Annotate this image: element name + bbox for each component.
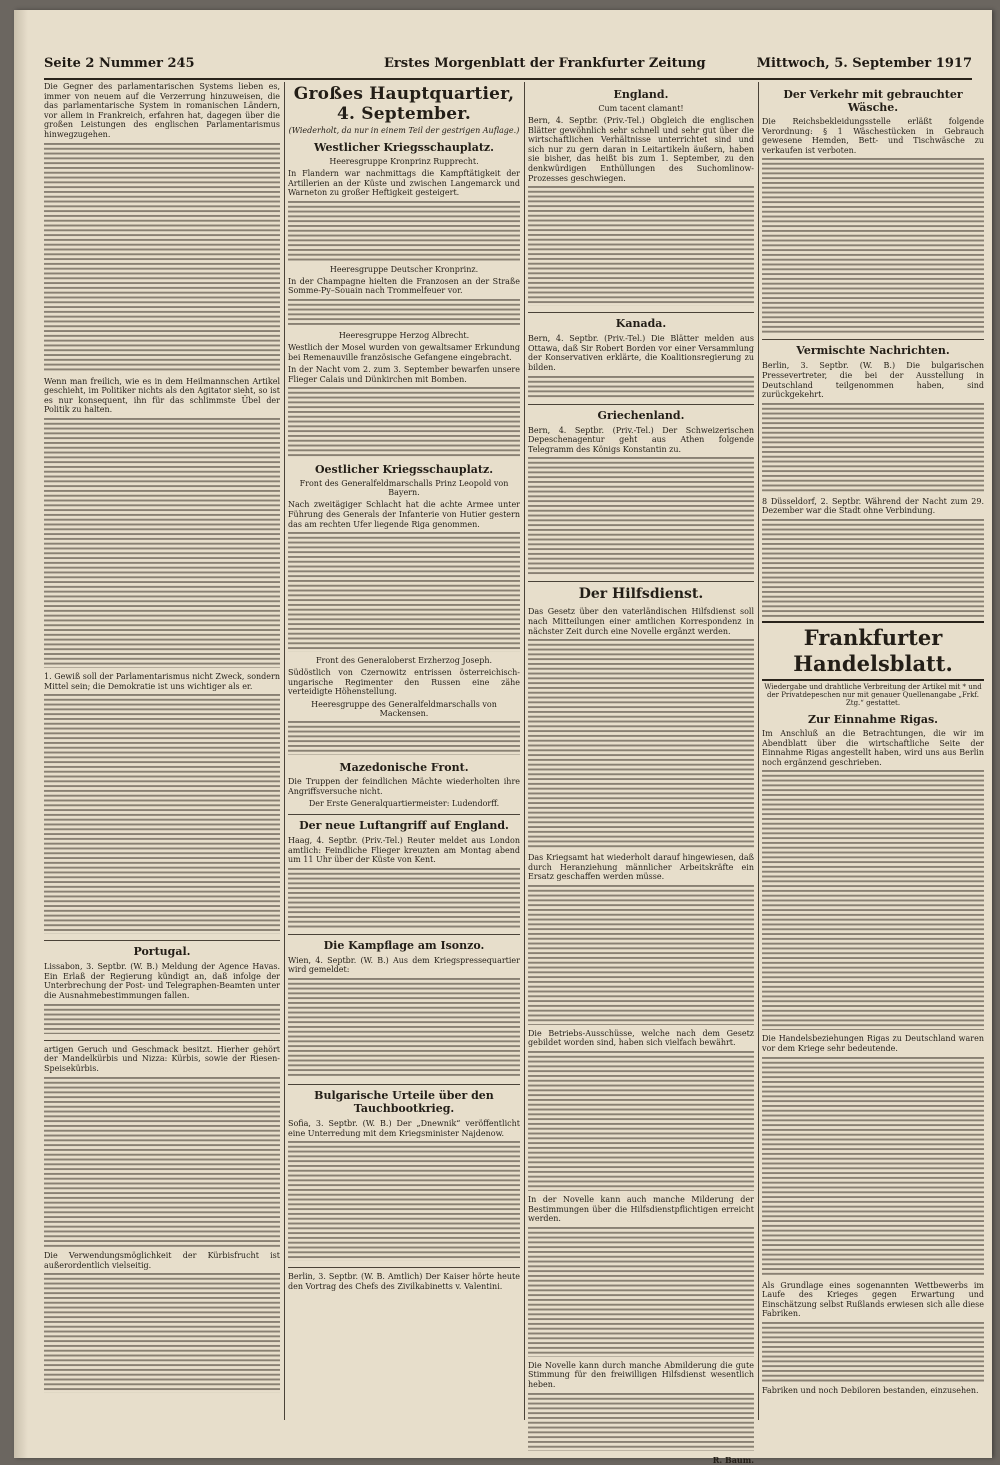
section-heading-riga: Zur Einnahme Rigas. — [808, 712, 938, 726]
section-heading-vermischte: Vermischte Nachrichten. — [762, 339, 984, 357]
article-text-block — [288, 978, 520, 1078]
article-paragraph: Im Anschluß an die Betrachtungen, die wir im Abendblatt über die wirtschaftliche Seite der Einnahme Rigas angestellt haben, wird uns aus Berlin noch ergänzend geschrieben. — [762, 728, 984, 767]
army-group-label: Heeresgruppe des Generalfeldmarschalls von Mackensen. — [311, 699, 497, 718]
article-paragraph: Die Betriebs-Ausschüsse, welche nach dem Gesetz gebildet worden sind, haben sich vielfach bewährt. — [528, 1028, 754, 1048]
article-paragraph: Nach zweitägiger Schlacht hat die achte Armee unter Führung des Generals der Infanterie von Hutier gestern das am rechten Ufer liegende Riga genommen. — [288, 500, 520, 529]
article-paragraph: 8 Düsseldorf, 2. Septbr. Während der Nacht zum 29. Dezember war die Stadt ohne Verbindung. — [762, 496, 984, 516]
article-paragraph: In der Novelle kann auch manche Milderung der Bestimmungen über die Hilfsdienstpflichtigen erreicht werden. — [528, 1195, 754, 1224]
handelsblatt-masthead: Frankfurter Handelsblatt. — [762, 621, 984, 681]
article-text-block — [762, 403, 984, 493]
article-paragraph: Bern, 4. Septbr. (Priv.-Tel.) Die Blätter melden aus Ottawa, daß Sir Robert Borden vor einer Versammlung der Konservativen erklärte, die Koalitionsregierung zu bilden. — [528, 334, 754, 372]
army-group-label: Heeresgruppe Deutscher Kronprinz. — [329, 264, 479, 274]
issue-date: Mittwoch, 5. September 1917 — [756, 56, 972, 71]
article-paragraph: Berlin, 3. Septbr. (W. B. Amtlich) Der Kaiser hörte heute den Vortrag des Chefs des Zivilkabinetts v. Valentini. — [288, 1267, 520, 1291]
newspaper-title: Erstes Morgenblatt der Frankfurter Zeitung — [384, 56, 706, 71]
article-paragraph: Westlich der Mosel wurden von gewaltsamer Erkundung bei Remenauville französische Gefangene eingebracht. — [288, 342, 520, 362]
author-signature: R. Baum. — [712, 1454, 754, 1465]
article-text-block — [288, 299, 520, 327]
article-paragraph: Als Grundlage eines sogenannten Wettbewerbs im Laufe des Krieges gegen Erwartung und Einschätzung selbst Rußlands erwiesen sich alle diese Fabriken. — [762, 1280, 984, 1319]
article-text-block — [288, 1141, 520, 1261]
headline-hauptquartier: Großes Hauptquartier, 4. September. — [293, 84, 515, 124]
article-text-block — [288, 532, 520, 652]
section-heading-east: Oestlicher Kriegsschauplatz. — [314, 463, 494, 477]
column-1 — [44, 82, 280, 1420]
column-2 — [288, 82, 520, 1420]
section-heading-england: England. — [613, 88, 669, 101]
article-text-block — [288, 201, 520, 261]
article-paragraph: Südöstlich von Czernowitz entrissen österreichisch-ungarische Regimenter den Russen eine zähe verteidigte Höhenstellung. — [288, 668, 520, 697]
article-paragraph: Lissabon, 3. Septbr. (W. B.) Meldung der Agence Havas. Ein Erlaß der Regierung kündigt an, daß infolge der Unterbrechung der Post- und Telegraphen-Beamten unter die Ausnahmebestimmungen fallen. — [44, 962, 280, 1000]
section-heading-isonzo: Die Kampflage am Isonzo. — [288, 934, 520, 952]
article-paragraph: Wenn man freilich, wie es in dem Heilmannschen Artikel geschieht, im Politiker nichts als den Agitator sieht, so ist es nur konsequent, ihn für das schlimmste Übel der Politik zu halten. — [44, 376, 280, 415]
article-paragraph: Sofia, 3. Septbr. (W. B.) Der „Dnewnik“ veröffentlicht eine Unterredung mit dem Kriegsminister Najdenow. — [288, 1119, 520, 1138]
article-text-block — [528, 885, 754, 1025]
article-paragraph: Die Gegner des parlamentarischen Systems lieben es, immer von neuem auf die Verzerrung hinzuweisen, die das parlamentarische System in romanischen Ländern, vor allem in Frankreich, erfahren hat, dagegen über die großen Leistungen des englischen Parlamentarismus hinwegzugehen. — [44, 82, 280, 139]
page-number: Seite 2 Nummer 245 — [44, 56, 195, 71]
column-3 — [528, 82, 754, 1465]
article-text-block — [762, 1057, 984, 1277]
article-text-block — [44, 1273, 280, 1393]
article-paragraph: Die Reichsbekleidungsstelle erläßt folgende Verordnung: § 1 Wäschestücken in Gebrauch gewesene Hemden, Bett- und Tischwäsche zu verkaufen ist verboten. — [762, 117, 984, 155]
section-heading-waesche: Der Verkehr mit gebrauchter Wäsche. — [783, 88, 963, 114]
article-paragraph: In der Champagne hielten die Franzosen an der Straße Somme-Py–Souain nach Trommelfeuer vor. — [288, 276, 520, 296]
column-4 — [762, 82, 984, 1420]
article-text-block — [528, 457, 754, 575]
article-paragraph: Bern, 4. Septbr. (Priv.-Tel.) Obgleich die englischen Blätter gewöhnlich sehr schnell und sehr gut über die wirtschaftlichen Verhältnisse unterrichtet sind und sich nur zu gern daran in Leitartikeln äußern, haben sie bisher, das heißt bis zum 1. September, zu den denkwürdigen Enthüllungen des Suchomlinow-Prozesses geschwiegen. — [528, 116, 754, 183]
column-rule — [524, 82, 525, 1420]
article-text-block — [762, 1322, 984, 1382]
masthead — [44, 50, 972, 80]
army-group-label: Front des Generaloberst Erzherzog Joseph. — [315, 656, 493, 666]
section-subheading: Cum tacent clamant! — [598, 104, 684, 113]
column-rule — [284, 82, 285, 1420]
article-paragraph: In Flandern war nachmittags die Kampftätigkeit der Artillerien an der Küste und zwischen Langemarck und Warneton zu großer Heftigkeit gesteigert. — [288, 169, 520, 198]
section-heading-west: Westlicher Kriegsschauplatz. — [314, 141, 494, 154]
article-text-block — [762, 770, 984, 1030]
article-paragraph: Bern, 4. Septbr. (Priv.-Tel.) Der Schweizerischen Depeschenagentur geht aus Athen folgende Telegramm des Königs Konstantin zu. — [528, 425, 754, 454]
article-paragraph: Das Kriegsamt hat wiederholt darauf hingewiesen, daß durch Heranziehung männlicher Arbeitskräfte ein Ersatz geschaffen werden müsse. — [528, 853, 754, 882]
army-group-label: Front des Generalfeldmarschalls Prinz Leopold von Bayern. — [299, 479, 509, 498]
article-paragraph: Haag, 4. Septbr. (Priv.-Tel.) Reuter meldet aus London amtlich: Feindliche Flieger kreuzten am Montag abend um 11 Uhr über der Küste von Kent. — [288, 836, 520, 865]
article-paragraph: Die Verwendungsmöglichkeit der Kürbisfrucht ist außerordentlich vielseitig. — [44, 1251, 280, 1270]
article-text-block — [44, 694, 280, 934]
article-text-block — [528, 376, 754, 398]
article-paragraph: Das Gesetz über den vaterländischen Hilfsdienst soll nach Mitteilungen einer amtlichen Korrespondenz in nächster Zeit durch eine Novelle ergänzt werden. — [528, 607, 754, 636]
article-text-block — [288, 868, 520, 928]
article-text-block — [44, 1004, 280, 1034]
article-text-block — [528, 1393, 754, 1451]
article-text-block — [288, 721, 520, 755]
article-paragraph: Berlin, 3. Septbr. (W. B.) Die bulgarischen Pressevertreter, die bei der Ausstellung in Deutschland teilgenommen haben, sind zurückgekehrt. — [762, 361, 984, 400]
article-closing-line: Fabriken und noch Debiloren bestanden, einzusehen. — [762, 1385, 979, 1395]
section-heading-greece: Griechenland. — [528, 404, 754, 422]
section-heading-canada: Kanada. — [528, 312, 754, 330]
article-text-block — [44, 143, 280, 373]
article-paragraph: Die Novelle kann durch manche Abmilderung die gute Stimmung für den freiwilligen Hilfsdienst wesentlich heben. — [528, 1360, 754, 1390]
article-text-block — [44, 1077, 280, 1247]
army-group-label: Heeresgruppe Herzog Albrecht. — [338, 330, 470, 340]
article-paragraph: Die Handelsbeziehungen Rigas zu Deutschland waren vor dem Kriege sehr bedeutende. — [762, 1034, 984, 1053]
article-paragraph: Wien, 4. Septbr. (W. B.) Aus dem Kriegspressequartier wird gemeldet: — [288, 955, 520, 975]
article-paragraph: artigen Geruch und Geschmack besitzt. Hierher gehört der Mandelkürbis und Nizza: Kürbis, sowie der Riesen-Speisekürbis. — [44, 1040, 280, 1074]
article-paragraph: 1. Gewiß soll der Parlamentarismus nicht Zweck, sondern Mittel sein; die Demokratie ist uns wichtiger als er. — [44, 671, 280, 691]
article-text-block — [528, 1227, 754, 1357]
signature-ludendorff: Der Erste Generalquartiermeister: Ludendorff. — [308, 799, 500, 809]
article-text-block — [288, 387, 520, 457]
section-heading-hilfsdienst: Der Hilfsdienst. — [528, 581, 754, 603]
column-rule — [758, 82, 759, 1420]
handelsblatt-note: Wiedergabe und drahtliche Verbreitung der Artikel mit * und der Privatdepeschen nur mit genauer Quellenangabe „Frkf. Ztg.“ gestattet. — [764, 682, 982, 707]
article-paragraph: Die Truppen der feindlichen Mächte wiederholten ihre Angriffsversuche nicht. — [288, 776, 520, 796]
article-text-block — [528, 1051, 754, 1191]
article-text-block — [762, 519, 984, 617]
section-heading-bulgarian: Bulgarische Urteile über den Tauchbootkrieg. — [288, 1084, 520, 1115]
newspaper-page — [14, 10, 992, 1465]
section-heading-macedonia: Mazedonische Front. — [339, 760, 469, 774]
article-paragraph: In der Nacht vom 2. zum 3. September bewarfen unsere Flieger Calais und Dünkirchen mit Bomben. — [288, 365, 520, 384]
article-text-block — [44, 418, 280, 668]
headline-subtitle: (Wiederholt, da nur in einem Teil der gestrigen Auflage.) — [288, 126, 520, 135]
article-text-block — [762, 158, 984, 333]
section-heading-air-raid: Der neue Luftangriff auf England. — [288, 814, 520, 832]
article-text-block — [528, 639, 754, 849]
army-group-label: Heeresgruppe Kronprinz Rupprecht. — [329, 157, 479, 166]
section-heading-portugal: Portugal. — [44, 940, 280, 958]
article-text-block — [528, 186, 754, 306]
